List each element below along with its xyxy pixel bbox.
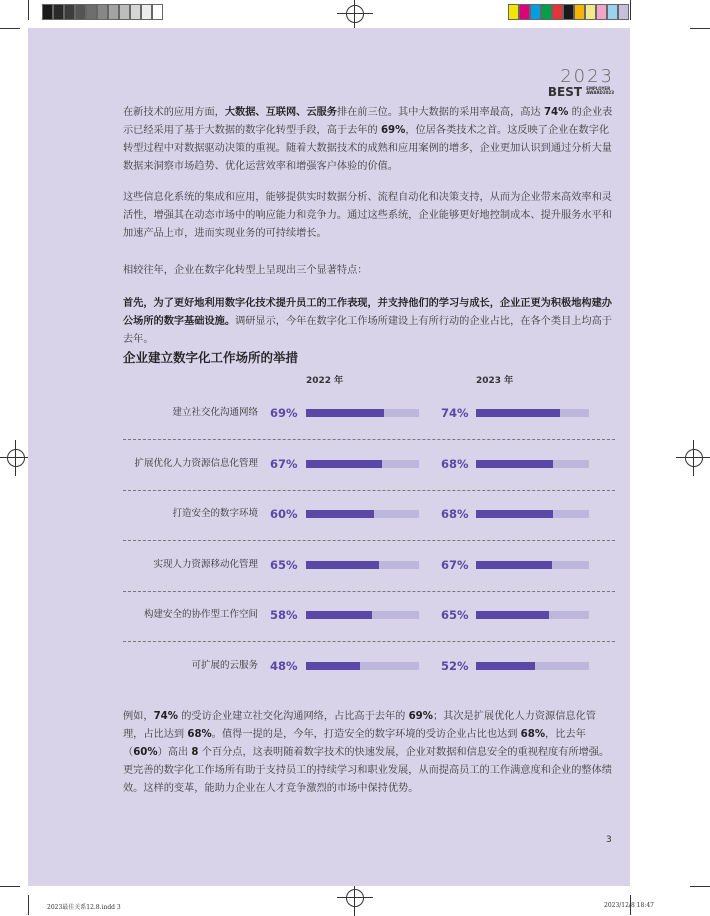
swatch xyxy=(552,4,563,20)
bar-track xyxy=(476,409,589,417)
row-separator xyxy=(123,439,615,440)
swatch xyxy=(519,4,530,20)
logo-line2: AWARD2023 xyxy=(586,90,614,95)
value-label-2023: 68% xyxy=(441,456,469,471)
paragraph-three-features xyxy=(123,262,615,280)
swatch xyxy=(574,4,585,20)
text-run: 68% xyxy=(187,729,212,740)
chart-row xyxy=(123,605,615,655)
swatch xyxy=(596,4,607,20)
text-run: 69% xyxy=(408,711,433,722)
value-label-2023: 52% xyxy=(441,658,469,673)
text-run: 这些信息化系统的集成和应用，能够提供实时数据分析、流程自动化和决策支持，从而为企业带来高效率和灵活性，增强其在动态市场中的响应能力和竞争力。通过这些系统，企业能够更好地控制成本、提升服务水平和加速产品上市，进而实现业务的可持续增长。 xyxy=(123,192,612,239)
text-run: 74% xyxy=(543,107,569,118)
value-label-2023: 68% xyxy=(441,507,469,521)
text-run: 相较往年，企业在数字化转型上呈现出三个显著特点： xyxy=(123,265,368,276)
chart-header-2023: 2023 年 xyxy=(476,376,514,386)
value-label-2022: 58% xyxy=(270,608,298,622)
chart-header-2022: 2022 年 xyxy=(306,376,344,386)
crop-mark xyxy=(690,28,710,29)
text-run: 调研显示，今年在数字化工作场所建设上有所行动的企业占比，在各个类目上均高于去年。 xyxy=(123,316,612,345)
text-run: 。值得一提的是，今年，打造安全的数字环境的受访企业占比也达到 xyxy=(211,729,521,740)
text-run: ）高出 xyxy=(157,747,192,758)
chart-row xyxy=(123,656,615,706)
swatch xyxy=(75,4,86,20)
bar-2023 xyxy=(476,510,553,518)
swatch xyxy=(141,4,152,20)
text-run: 74% xyxy=(153,711,178,722)
swatch xyxy=(53,4,64,20)
text-run: 60% xyxy=(133,747,158,758)
swatch xyxy=(563,4,574,20)
color-calibration-strip xyxy=(508,4,629,20)
swatch xyxy=(130,4,141,20)
text-run: 68% xyxy=(520,729,546,740)
paragraph-examples xyxy=(123,708,615,798)
bar-2023 xyxy=(476,409,560,417)
text-run: ；其次是扩展优化人力资源信息化管理，占比达到 xyxy=(123,711,596,740)
bar-track xyxy=(476,611,589,619)
bar-track xyxy=(306,611,419,619)
bar-2022 xyxy=(306,561,379,569)
footer-timestamp: 2023/12/8 18:47 xyxy=(604,902,654,909)
bar-track xyxy=(306,510,419,518)
value-label-2023: 74% xyxy=(441,406,469,420)
text-run: 个百分点，这表明随着数字技术的快速发展，企业对数据和信息安全的重视程度有所增强。更完善的数字化工作场所有助于支持员工的持续学习和职业发展，从而提高员工的工作满意度和企业的整体绩效。这样的变革，能助力企业在人才竞争激烈的市场中保持优势。 xyxy=(123,747,612,794)
category-label: 实现人力资源移动化管理 xyxy=(153,558,258,570)
text-run: 在新技术的应用方面， xyxy=(123,107,225,118)
chart-row xyxy=(123,454,615,504)
logo-best: BEST xyxy=(547,85,583,99)
text-run: 排在前三位。其中大数据的采用率最高，高达 xyxy=(336,107,544,118)
row-separator xyxy=(123,540,615,541)
text-run: 首先，为了更好地利用数字化技术提升员工的工作表现，并支持他们的学习与成长，企业正更为积极地构建办公场所的数字基础设施。 xyxy=(123,298,612,327)
text-run: 例如， xyxy=(123,711,154,722)
text-run: 大数据、互联网、云服务 xyxy=(224,107,337,118)
row-separator xyxy=(123,490,615,491)
swatch xyxy=(530,4,541,20)
bar-2023 xyxy=(476,460,553,468)
text-run: ，比去年（ xyxy=(123,729,586,758)
registration-mark-top xyxy=(343,2,367,26)
crop-mark xyxy=(630,0,631,20)
bar-track xyxy=(306,409,419,417)
swatch xyxy=(97,4,108,20)
swatch xyxy=(541,4,552,20)
swatch xyxy=(119,4,130,20)
bar-track xyxy=(306,561,419,569)
swatch xyxy=(42,4,53,20)
bar-track xyxy=(476,662,589,670)
registration-mark-bottom xyxy=(343,886,367,910)
registration-mark-right xyxy=(682,446,706,470)
gray-calibration-strip xyxy=(42,4,163,20)
crop-mark xyxy=(28,895,29,915)
category-label: 建立社交化沟通网络 xyxy=(172,407,258,418)
chart-row xyxy=(123,403,615,453)
crop-mark xyxy=(0,886,20,887)
value-label-2022: 60% xyxy=(270,507,298,521)
logo-year: 2023 xyxy=(560,66,614,87)
category-label: 扩展优化人力资源信息化管理 xyxy=(134,457,258,469)
logo-line1: EMPLOYER xyxy=(586,86,611,91)
bar-2023 xyxy=(476,611,549,619)
chart-row xyxy=(123,504,615,554)
swatch xyxy=(64,4,75,20)
page-number: 3 xyxy=(606,835,612,845)
chart-title: 企业建立数字化工作场所的举措 xyxy=(123,350,299,365)
bar-2022 xyxy=(306,510,374,518)
crop-mark xyxy=(28,0,29,20)
bar-2022 xyxy=(306,611,372,619)
category-label: 可扩展的云服务 xyxy=(191,659,258,671)
bar-track xyxy=(476,460,589,468)
award-logo xyxy=(548,66,614,97)
bar-2022 xyxy=(306,460,382,468)
bar-2023 xyxy=(476,561,552,569)
crop-mark xyxy=(690,886,710,887)
value-label-2022: 65% xyxy=(270,557,298,572)
bar-2022 xyxy=(306,662,360,670)
swatch xyxy=(585,4,596,20)
crop-mark xyxy=(0,28,20,29)
value-label-2023: 67% xyxy=(441,557,469,572)
text-run: 8 xyxy=(191,747,199,758)
row-separator xyxy=(123,591,615,592)
swatch xyxy=(508,4,519,20)
swatch xyxy=(108,4,119,20)
text-run: ，位居各类技术之首。这反映了企业在数字化转型过程中对数据驱动决策的重视。随着大数据技术的成熟和应用案例的增多，企业更加认识到通过分析大量数据来洞察市场趋势、优化运营效率和增强客户体验的价值。 xyxy=(123,125,612,172)
text-run: 的受访企业建立社交化沟通网络，占比高于去年的 xyxy=(177,711,409,722)
bar-2023 xyxy=(476,662,535,670)
paragraph-tech-adoption xyxy=(123,104,615,176)
paragraph-first-feature xyxy=(123,295,615,349)
value-label-2022: 69% xyxy=(270,406,298,420)
swatch xyxy=(618,4,629,20)
swatch xyxy=(607,4,618,20)
bar-track xyxy=(306,662,419,670)
value-label-2022: 48% xyxy=(270,658,298,673)
chart-row xyxy=(123,555,615,605)
swatch xyxy=(152,4,163,20)
footer-file-name: 2023最佳关系12.8.indd 3 xyxy=(47,904,121,911)
category-label: 构建安全的协作型工作空间 xyxy=(143,609,258,620)
bar-track xyxy=(306,460,419,468)
value-label-2023: 65% xyxy=(441,608,469,622)
text-run: 的企业表示已经采用了基于大数据的数字化转型手段，高于去年的 xyxy=(123,107,613,136)
swatch xyxy=(86,4,97,20)
bar-track xyxy=(476,561,589,569)
bar-2022 xyxy=(306,409,384,417)
registration-mark-left xyxy=(4,446,28,470)
value-label-2022: 67% xyxy=(270,456,298,471)
category-label: 打造安全的数字环境 xyxy=(172,508,258,519)
row-separator xyxy=(123,641,615,642)
text-run: 69% xyxy=(380,125,406,136)
paragraph-system-integration xyxy=(123,189,615,243)
bar-track xyxy=(476,510,589,518)
